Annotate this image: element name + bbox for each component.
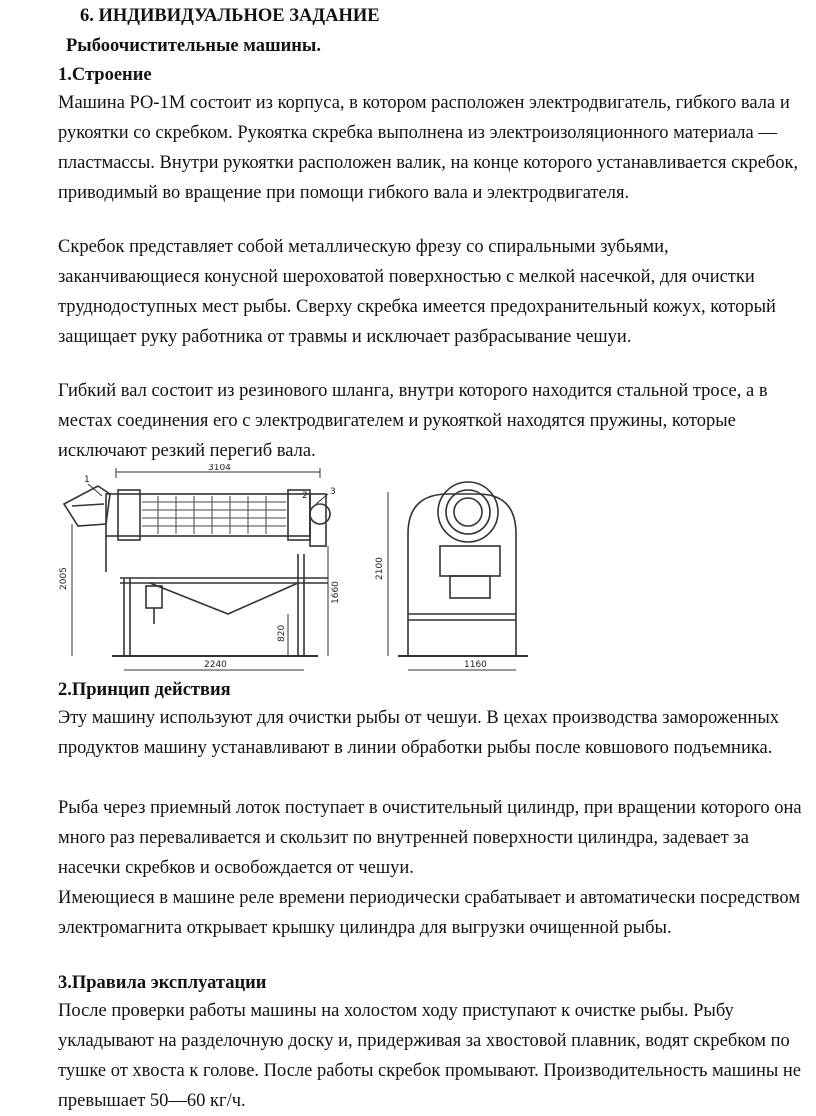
- paragraph: Эту машину используют для очистки рыбы от чешуи. В цехах производства замороженных продуктов машину устанавливают в линии обработки рыбы после ковшового подъемника.: [58, 708, 780, 758]
- machine-drawing-svg: [58, 464, 748, 676]
- dim-height-left: 2005: [59, 567, 69, 590]
- paragraph: Имеющиеся в машине реле времени периодически срабатывает и автоматически посредством электромагнита открывает крышку цилиндра для выгрузки очищенной рыбы.: [58, 888, 801, 938]
- section-heading-operation-rules: 3.Правила эксплуатации: [58, 973, 267, 993]
- document-subtitle: Рыбоочистительные машины.: [66, 36, 321, 56]
- paragraph: После проверки работы машины на холостом ходу приступают к очистке рыбы. Рыбу укладывают на разделочную доску и, придерживая за хвостовой плавник, водят скребком по тушке от хвоста к голове. После работы скребок промывают. Производительность машины не превышает 50—60 кг/ч.: [58, 1001, 802, 1111]
- section-title: 6. ИНДИВИДУАЛЬНОЕ ЗАДАНИЕ: [80, 6, 380, 26]
- dim-leg-height: 820: [277, 624, 287, 642]
- callout-label: 2: [302, 491, 308, 501]
- paragraph: Машина РО-1М состоит из корпуса, в котором расположен электродвигатель, гибкого вала и рукоятки со скребком. Рукоятка скребка выполнена из электроизоляционного материала — пластмассы. Внутри рукоятки расположен валик, на конце которого устанавливается скребок, приводимый во вращение при помощи гибкого вала и электродвигателя.: [58, 93, 799, 203]
- section-heading-structure: 1.Строение: [58, 65, 152, 85]
- paragraph: Скребок представляет собой металлическую фрезу со спиральными зубьями, заканчивающиеся конусной шероховатой поверхностью с мелкой насечкой, для очистки труднодоступных мест рыбы. Сверху скребка имеется предохранительный кожух, который защищает руку работника от травмы и исключает разбрасывание чешуи.: [58, 237, 776, 347]
- dim-side-width: 1160: [464, 660, 487, 670]
- paragraph: Гибкий вал состоит из резинового шланга, внутри которого находится стальной тросе, а в местах соединения его с электродвигателем и рукояткой находятся пружины, которые исключают резкий перегиб вала.: [58, 381, 768, 461]
- dim-side-height: 2100: [375, 557, 385, 580]
- dim-base-length: 2240: [204, 660, 227, 670]
- dim-height-mid: 1660: [331, 581, 341, 604]
- callout-label: 1: [84, 475, 90, 485]
- machine-drawing: [58, 464, 748, 676]
- callout-label: 3: [330, 487, 336, 497]
- section-heading-principle: 2.Принцип действия: [58, 680, 231, 700]
- dim-total-length: 3104: [208, 464, 231, 473]
- paragraph: Рыба через приемный лоток поступает в очистительный цилиндр, при вращении которого она много раз переваливается и скользит по внутренней поверхности цилиндра, задевает за насечки скребков и освобождается от чешуи.: [58, 798, 802, 878]
